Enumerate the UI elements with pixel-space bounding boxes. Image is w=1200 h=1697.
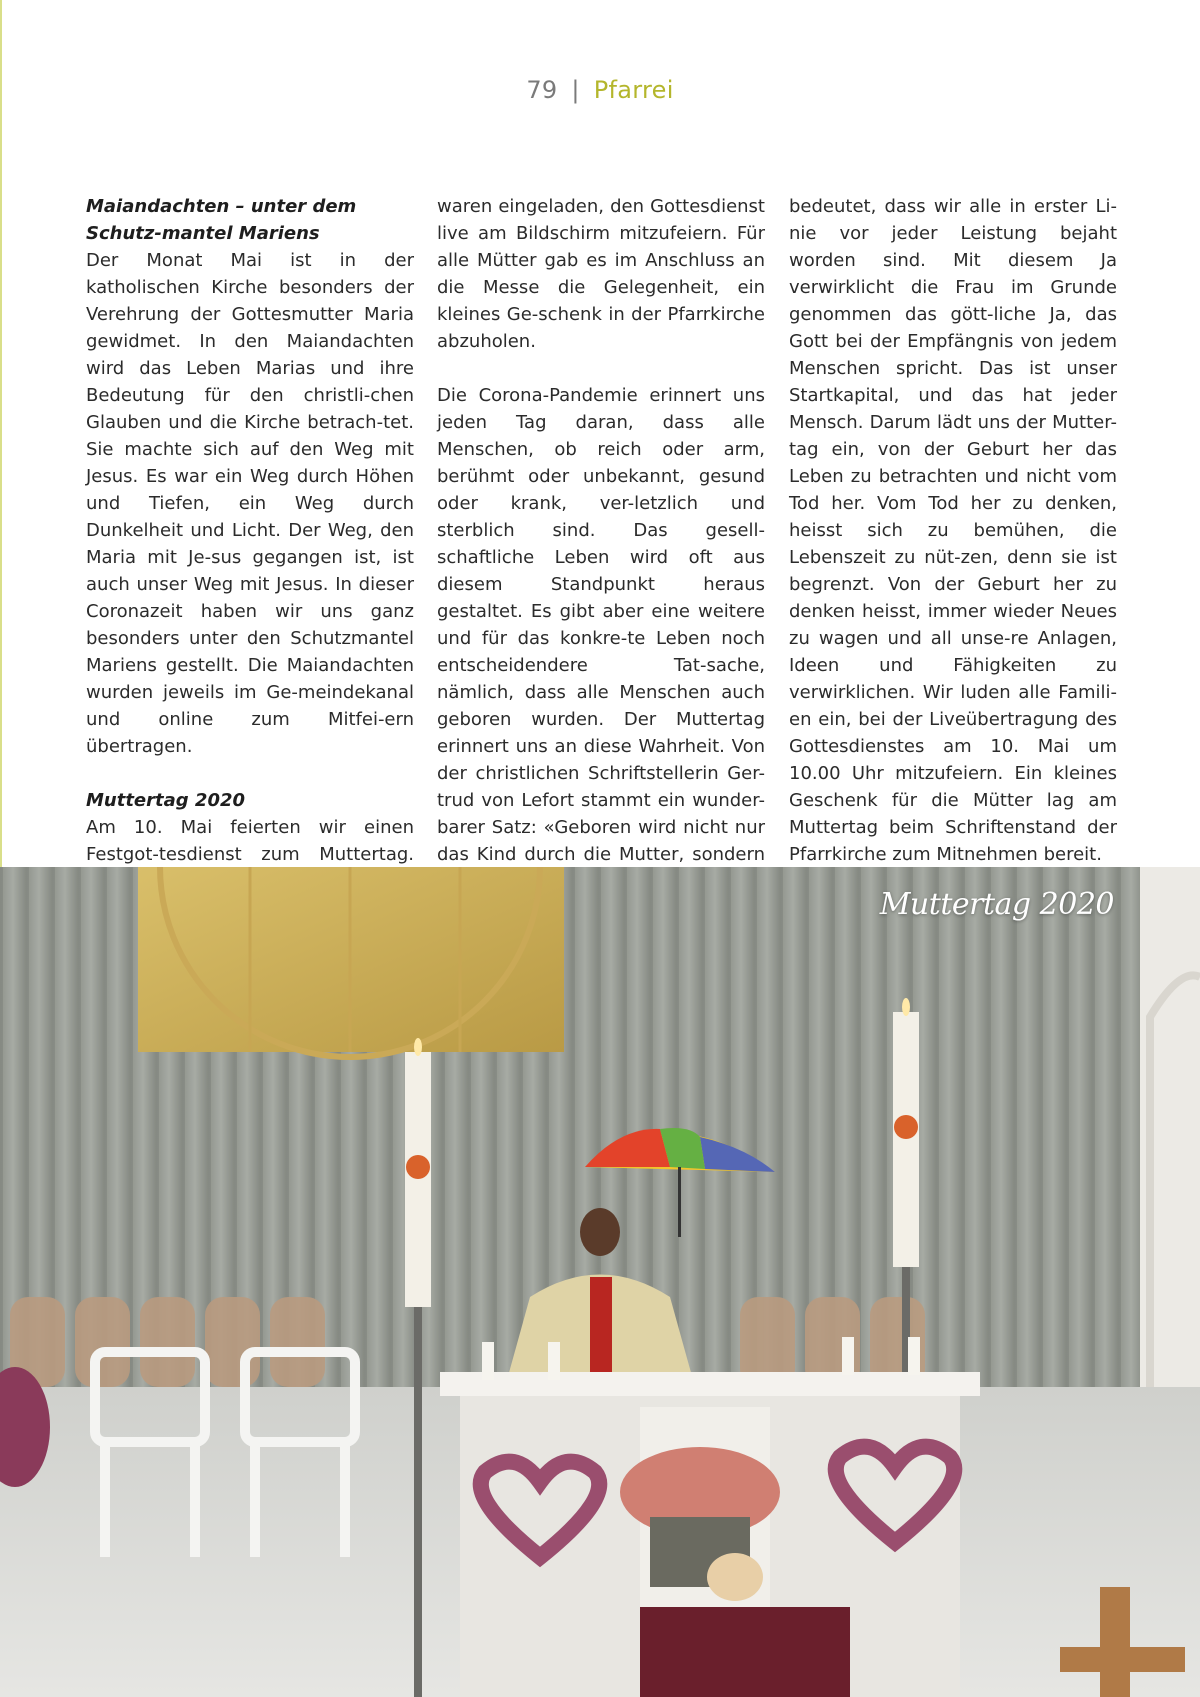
church-altar-photo xyxy=(0,867,1200,1697)
altar-scene-illustration xyxy=(0,867,1200,1697)
left-margin-rule xyxy=(0,0,2,868)
paragraph-gottesdienst: waren eingeladen, den Gottesdienst live am Bildschirm mitzufeiern. Für alle Mütter gab es im Anschluss an die Messe die Gelegenheit, ein kleines Ge-schenk in der Pfarrkirche abzuholen. xyxy=(437,196,765,352)
heading-maiandachten: Maiandachten – unter dem Schutz-mantel Mariens xyxy=(86,196,357,244)
paragraph-muttertag-intro: Am 10. Mai feierten wir einen Festgot-tesdienst zum Muttertag. xyxy=(86,817,414,865)
text-column-3 xyxy=(789,193,1117,868)
page-header xyxy=(0,72,1200,108)
paragraph-maiandachten: Der Monat Mai ist in der katholischen Kirche besonders der Verehrung der Gottesmutter Maria gewidmet. In den Maiandachten wird das Leben Marias und ihre Bedeutung für den christli-chen Glauben und die Kirche betrach-tet. Sie machte sich auf den Weg mit Jesus. Es war ein Weg durch Höhen und Tiefen, ein Weg durch Dunkelheit und Licht. Der Weg, den Maria mit Je-sus gegangen ist, ist auch unser Weg mit Jesus. In dieser Coronazeit haben wir uns ganz besonders unter den Schutzmantel Mariens gestellt. Die Maiandachten wurden jeweils im Ge-meindekanal und online zum Mitfei-ern übertragen. xyxy=(86,250,414,757)
page-number: 79 xyxy=(526,76,558,104)
photo-caption: Muttertag 2020 xyxy=(879,887,1114,922)
paragraph-corona: Die Corona-Pandemie erinnert uns jeden Tag daran, dass alle Menschen, ob reich oder arm, berühmt oder unbekannt, gesund oder krank, ver-letzlich und sterblich sind. Das gesell-schaftliche Leben wird oft aus diesem Standpunkt heraus gestaltet. Es gibt aber eine weitere und für das konkre-te Leben noch entscheidendere Tat-sache, nämlich, dass alle Menschen auch geboren wurden. Der Muttertag erinnert uns an diese Wahrheit. Von der christlichen Schriftstellerin Ger-trud von Lefort stammt ein wunder-barer Satz: «Geboren wird nicht nur das Kind durch die Mutter, sondern xyxy=(437,385,765,865)
heading-muttertag: Muttertag 2020 xyxy=(86,790,246,811)
section-title: Pfarrei xyxy=(593,76,674,104)
text-column-2 xyxy=(437,193,765,895)
paragraph-bejaht: bedeutet, dass wir alle in erster Li-nie vor jeder Leistung bejaht worden sind. Mit diesem Ja verwirklicht die Frau im Grunde genommen das gött-liche Ja, das Gott bei der Empfängnis von jedem Menschen spricht. Das ist unser Startkapital, und das hat jeder Mensch. Darum lädt uns der Mutter-tag ein, von der Geburt her das Leben zu betrachten und nicht vom Tod her. Vom Tod her zu denken, heisst sich zu bemühen, die Lebenszeit zu nüt-zen, denn sie ist begrenzt. Von der Geburt her zu denken heisst, immer wieder Neues zu wagen und all unse-re Anlagen, Ideen und Fähigkeiten zu verwirklichen. Wir luden alle Famili-en ein, bei der Liveübertragung des Gottesdienstes am 10. Mai um 10.00 Uhr mitzufeiern. Ein kleines Geschenk für die Mütter lag am Muttertag beim Schriftenstand der Pfarrkirche zum Mitnehmen bereit. xyxy=(789,196,1117,865)
text-column-1 xyxy=(86,193,414,895)
header-separator: | xyxy=(571,76,580,104)
